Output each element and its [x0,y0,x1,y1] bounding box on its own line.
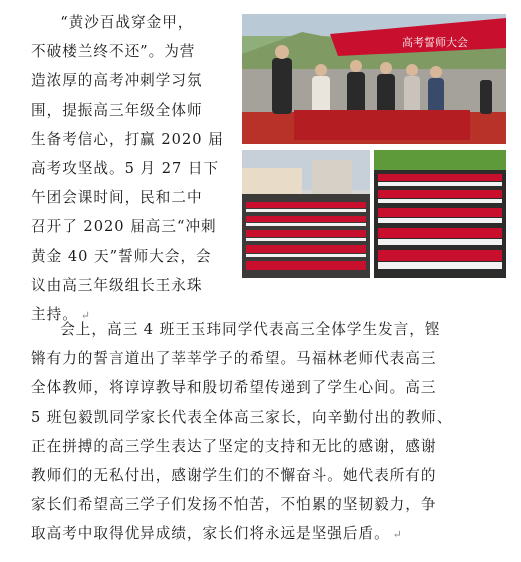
text-line: 教师们的无私付出，感谢学生们的不懈奋斗。她代表所有的 [31,467,437,485]
text-line: 造浓厚的高考冲刺学习氛 [31,72,203,90]
students-photo-left [242,150,370,278]
text-line: 家长们希望高三学子们发扬不怕苦，不怕累的坚韧毅力，争 [31,496,437,514]
text-line: 高考攻坚战。5 月 27 日下 [31,160,220,178]
students-illustration [374,150,506,278]
text-line: 议由高三年级组长王永珠 [31,276,203,294]
students-illustration [242,150,370,278]
text-line: 取高考中取得优异成绩，家长们将永远是坚强后盾。 [31,525,390,543]
text-line: 5 班包毅凯同学家长代表全体高三家长，向辛勤付出的教师、 [31,408,453,426]
text-line: 午团会课时间，民和二中 [31,189,203,207]
stage-illustration [242,14,506,144]
text-line: “黄沙百战穿金甲， [60,14,194,31]
text-line: 召开了 2020 届高三“冲刺 [31,218,217,236]
text-line: 锵有力的誓言道出了莘莘学子的希望。马福林老师代表高三 [31,350,437,368]
text-line: 围，提振高三年级全体师 [31,101,203,119]
banner-text: 高考誓师大会 [402,36,468,49]
body-paragraph [31,315,497,550]
text-line: 会上，高三 4 班王玉玮同学代表高三全体学生发言，铿 [60,321,441,338]
intro-paragraph [31,8,243,330]
text-line: 黄金 40 天”誓师大会，会 [31,247,212,265]
students-photo-right [374,150,506,278]
text-line: 生备考信心，打赢 2020 届 [31,130,224,148]
paragraph-mark: ↵ [80,309,92,323]
text-line: 全体教师，将谆谆教导和殷切希望传递到了学生心间。高三 [31,379,437,397]
text-line: 不破楼兰终不还”。为营 [31,43,196,61]
text-line: 主持。 [31,306,78,324]
text-line: 正在拼搏的高三学生表达了坚定的支持和无比的感谢，感谢 [31,437,437,455]
stage-photo [242,14,506,144]
paragraph-mark: ↵ [392,528,403,542]
